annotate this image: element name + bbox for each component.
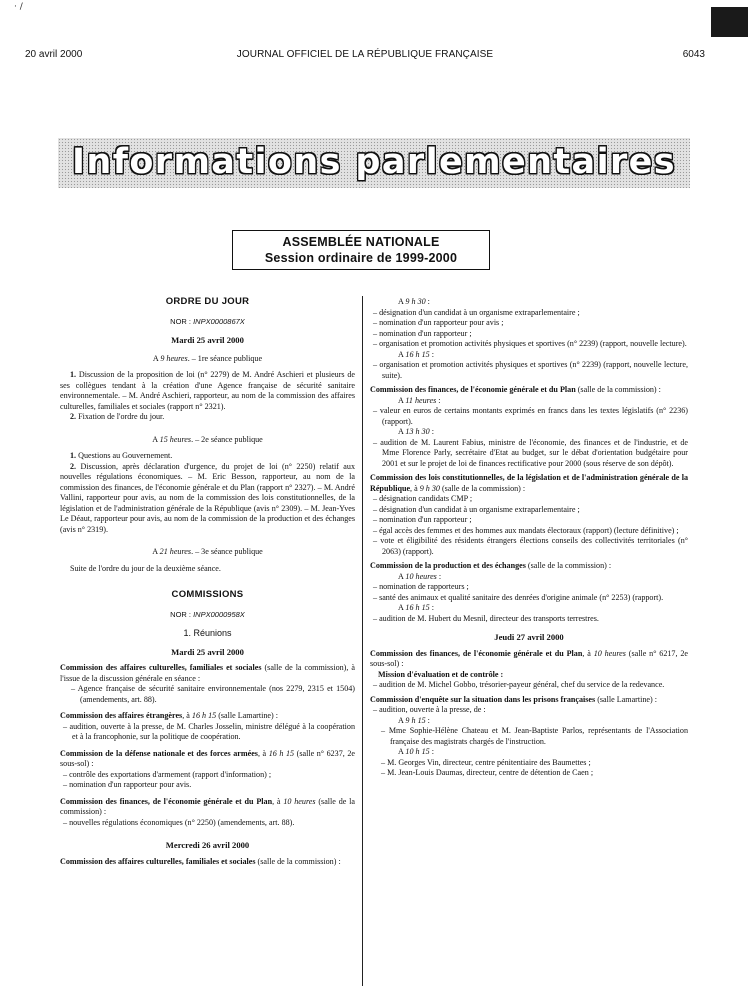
agenda-line: – nomination d'un rapporteur ; — [373, 515, 472, 524]
ordre-du-jour-heading: ORDRE DU JOUR — [165, 296, 250, 307]
agenda-line: – valeur en euros de certains montants exprimés en francs dans les textes législatifs (n° 2236) (rapport). — [373, 406, 688, 426]
agenda-line: – audition, ouverte à la presse, de M. Charles Josselin, ministre délégué à la coopération et à la francophonie, sur la politique de coopération. — [63, 721, 355, 741]
agenda-line: – audition de M. Michel Gobbo, trésorier-payeur général, chef du service de la redevance. — [373, 680, 665, 689]
header-date: 20 avril 2000 — [25, 49, 83, 60]
commission-entry: Commission des finances, de l'économie générale et du Plan (salle de la commission) : — [370, 385, 661, 394]
agenda-line: – contrôle des exportations d'armement (rapport d'information) ; — [63, 769, 272, 779]
assembly-name: ASSEMBLÉE NATIONALE — [282, 235, 440, 249]
seance-heading: A 21 heures. – 3e séance publique — [152, 547, 263, 556]
section-banner — [58, 138, 690, 188]
day-heading: Mardi 25 avril 2000 — [171, 335, 244, 345]
assembly-box — [232, 230, 490, 270]
session-title: Session ordinaire de 1999-2000 — [264, 251, 458, 265]
column-divider — [362, 296, 363, 986]
agenda-line: – Mme Sophie-Hélène Chateau et M. Jean-Baptiste Parlos, représentants de l'Association française des magistrats chargés de l'instruction. — [381, 726, 688, 746]
time-label: A 9 h 15 : — [398, 715, 430, 725]
agenda-line: – Agence française de sécurité sanitaire environnementale (nos 2279, 2315 et 1504) (amendements, art. 88). — [71, 684, 355, 704]
commission-entry: Commission des affaires culturelles, familiales et sociales (salle de la commission), à l'issue de la discussion générale en séance : — [60, 663, 355, 683]
agenda-line: – organisation et promotion activités physiques et sportives (n° 2239) (rapport, nouvelle lecture, suite). — [373, 360, 688, 380]
right-column — [370, 297, 688, 779]
commission-entry: Commission des finances, de l'économie générale et du Plan, à 10 heures (salle n° 6217, 2e sous-sol) : — [370, 648, 688, 668]
time-label: A 9 h 30 : — [398, 297, 430, 306]
agenda-line: – nomination d'un rapporteur pour avis. — [63, 780, 192, 789]
commission-entry: Commission des finances, de l'économie générale et du Plan, à 10 heures (salle de la commission) : — [60, 796, 356, 816]
page-corner-tab — [711, 7, 748, 37]
agenda-line: – désignation candidats CMP ; — [373, 494, 473, 503]
banner-title: Informations parlementaires — [71, 142, 677, 182]
day-heading: Mercredi 26 avril 2000 — [165, 840, 250, 850]
commission-entry: Commission des lois constitutionnelles, de la législation et de l'administration générale de la République, à 9 h 30 (salle de la commission) : — [370, 473, 688, 493]
agenda-line: – nomination de rapporteurs ; — [373, 582, 469, 591]
time-label: A 16 h 15 : — [398, 349, 434, 359]
day-heading: Jeudi 27 avril 2000 — [494, 632, 564, 642]
agenda-line: – nouvelles régulations économiques (n° 2250) (amendements, art. 88). — [63, 817, 295, 827]
agenda-item: 2. Discussion, après déclaration d'urgence, du projet de loi (n° 2250) relatif aux nouvelles régulations économiques. – M. Eric Besson, rapporteur, au nom de la commission des finances, de l'économie générale et du Plan (rapport n° 2327). – M. André Vallini, rapporteur pour avis, au nom de la commission des lois constitutionnelles, de la législation et de l'administration générale de la République (avis n° 2309). – M. Jean-Yves Le Déaut, rapporteur pour avis, au nom de la commission de la production et des échanges (avis n° 2319). — [60, 461, 355, 534]
commission-entry: Commission d'enquête sur la situation dans les prisons françaises (salle Lamartine) : — [370, 694, 657, 704]
agenda-line: – nomination d'un rapporteur pour avis ; — [373, 318, 504, 327]
agenda-line: – organisation et promotion activités physiques et sportives (n° 2239) (rapport, nouvelle lecture). — [373, 339, 687, 348]
header-page-number: 6043 — [682, 49, 705, 60]
agenda-item: 2. Fixation de l'ordre du jour. — [70, 412, 165, 421]
seance-heading: A 9 heures. – 1re séance publique — [152, 353, 263, 363]
time-label: A 16 h 15 : — [398, 603, 434, 612]
running-header — [25, 49, 705, 63]
agenda-line: – audition, ouverte à la presse, de : — [373, 705, 486, 714]
agenda-line: – nomination d'un rapporteur ; — [373, 328, 472, 338]
agenda-text: Suite de l'ordre du jour de la deuxième séance. — [70, 563, 221, 573]
mission-heading: Mission d'évaluation et de contrôle : — [378, 669, 504, 679]
nor-reference: NOR : INPX0000958X — [170, 609, 245, 619]
time-label: A 10 h 15 : — [398, 747, 434, 756]
commission-entry: Commission de la défense nationale et des forces armées, à 16 h 15 (salle n° 6237, 2e sous-sol) : — [60, 748, 355, 768]
header-journal-title: JOURNAL OFFICIEL DE LA RÉPUBLIQUE FRANÇAISE — [236, 49, 494, 60]
agenda-line: – audition de M. Laurent Fabius, ministre de l'économie, des finances et de l'industrie, et de Mme Florence Parly, secrétaire d'Etat au budget, sur le débat d'orientation budgétaire pour 2001 et sur le projet de loi de finances rectificative pour 2000 (sous réserve de son dépôt). — [373, 437, 688, 468]
reunions-heading: 1. Réunions — [183, 628, 232, 638]
nor-reference: NOR : INPX0000867X — [170, 316, 245, 326]
agenda-item: 1. Discussion de la proposition de loi (n° 2279) de M. André Aschieri et plusieurs de ses collègues tendant à la création d'une Agence française de sécurité sanitaire environnementale. – M. André Aschieri, rapporteur, au nom de la commission des affaires culturelles, familiales et sociales (rapport n° 2321). — [60, 370, 355, 411]
agenda-line: – M. Jean-Louis Daumas, directeur, centre de détention de Caen ; — [381, 768, 594, 777]
agenda-line: – vote et éligibilité des résidents étrangers élections conseils des collectivités territoriales (n° 2063) (rapport). — [373, 536, 688, 556]
commissions-heading: COMMISSIONS — [171, 589, 244, 600]
commission-entry: Commission des affaires culturelles, familiales et sociales (salle de la commission) : — [60, 856, 341, 866]
agenda-line: – M. Georges Vin, directeur, centre pénitentiaire des Baumettes ; — [381, 757, 591, 767]
agenda-line: – égal accès des femmes et des hommes aux mandats électoraux (rapport) (lecture définitive) ; — [373, 525, 679, 535]
agenda-line: – désignation d'un candidat à un organisme extraparlementaire ; — [373, 504, 580, 514]
seance-heading: A 15 heures. – 2e séance publique — [152, 434, 263, 444]
day-heading: Mardi 25 avril 2000 — [171, 646, 244, 657]
commission-entry: Commission des affaires étrangères, à 16 h 15 (salle Lamartine) : — [60, 711, 278, 720]
time-label: A 10 heures : — [398, 571, 442, 581]
agenda-line: – santé des animaux et qualité sanitaire des denrées d'origine animale (n° 2253) (rapport). — [373, 592, 664, 602]
left-column — [60, 297, 355, 867]
scan-mark: · / — [14, 2, 23, 12]
agenda-line: – audition de M. Hubert du Mesnil, directeur des transports terrestres. — [373, 613, 599, 623]
time-label: A 11 heures : — [398, 395, 441, 405]
commission-entry: Commission de la production et des échanges (salle de la commission) : — [370, 561, 612, 570]
agenda-line: – désignation d'un candidat à un organisme extraparlementaire ; — [373, 307, 580, 317]
agenda-item: 1. Questions au Gouvernement. — [70, 451, 173, 460]
time-label: A 13 h 30 : — [398, 427, 434, 436]
